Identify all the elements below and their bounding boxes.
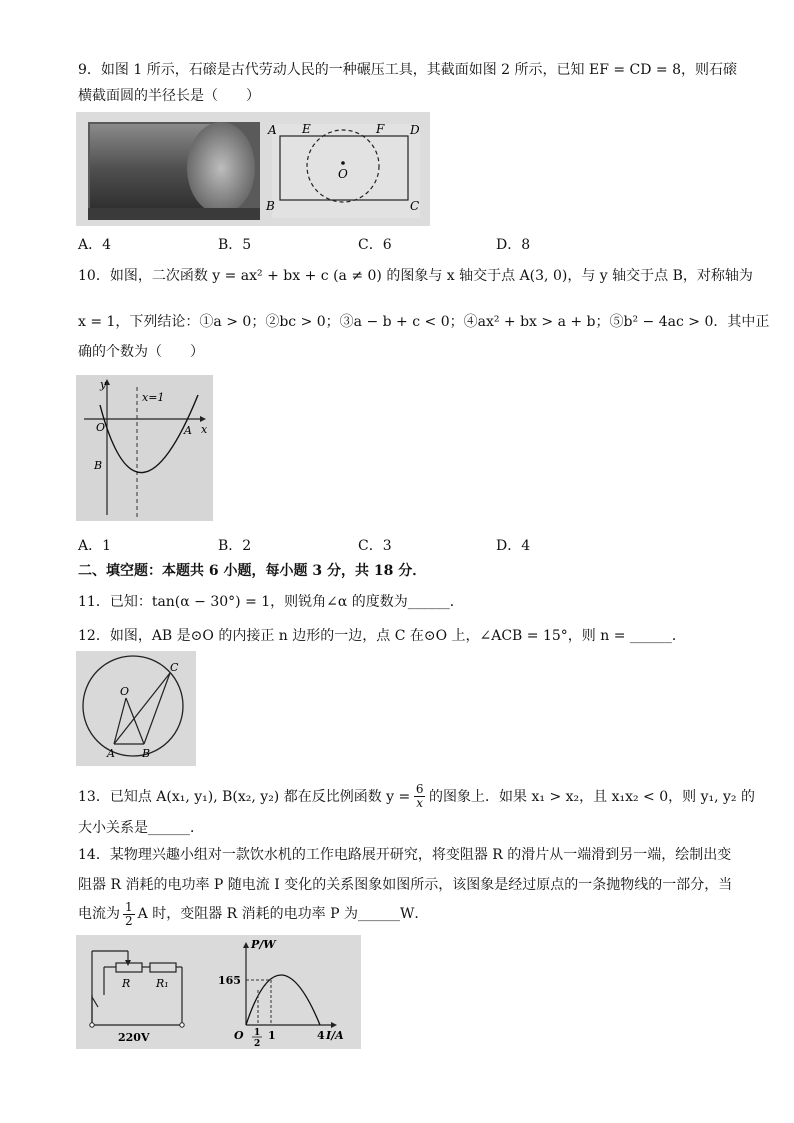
y-axis-label: y [100, 378, 107, 391]
symmetry-label: x=1 [142, 391, 165, 404]
label-f: F [376, 122, 385, 136]
q13-frac-num: 6 [415, 782, 424, 796]
label-o: O [338, 167, 348, 181]
q14-frac-num: 1 [125, 899, 133, 914]
q14-text-line1: 14．某物理兴趣小组对一款饮水机的工作电路展开研究，将变阻器 R 的滑片从一端滑到另一端，绘制出变 [78, 847, 732, 863]
q12-label-a: A [107, 747, 115, 760]
i-axis-label: I/A [326, 1029, 344, 1042]
x-axis-label: x [201, 423, 208, 436]
q14-frac-den: 2 [125, 913, 133, 928]
q9-option-c: C．6 [358, 237, 392, 253]
x-tick-4: 4 [317, 1029, 325, 1042]
q12-figure [76, 651, 196, 766]
q9-text-line2: 横截面圆的半径长是（ ） [78, 88, 260, 104]
q9-option-a: A．4 [78, 237, 112, 253]
q10-option-a: A．1 [78, 538, 112, 554]
x-tick-1: 1 [268, 1029, 276, 1042]
q10-text-line3: 确的个数为（ ） [78, 344, 204, 360]
q9-text-line1: 9．如图 1 所示，石磙是古代劳动人民的一种碾压工具，其截面如图 2 所示，已知 EF = CD = 8，则石磙 [78, 62, 738, 78]
q13-text-part2: 的图象上．如果 x₁ > x₂，且 x₁x₂ < 0，则 y₁, y₂ 的 [429, 788, 755, 805]
q14-text-part2: A 时，变阻器 R 消耗的电功率 P 为______W． [137, 906, 429, 922]
resistor-r1 [150, 963, 176, 972]
x-tick-half-den: 2 [254, 1039, 261, 1049]
q13-text-line1 [78, 783, 755, 810]
y-tick-165: 165 [218, 974, 241, 987]
q10-text-line1: 10．如图，二次函数 y = ax² + bx + c (a ≠ 0) 的图象与 x 轴交于点 A(3, 0)，与 y 轴交于点 B，对称轴为 [78, 268, 753, 284]
parabola-p-i [246, 975, 320, 1025]
q9-option-d: D．8 [496, 237, 531, 253]
q10-figure [76, 375, 213, 521]
label-d: D [410, 123, 420, 137]
q9-figure [76, 112, 430, 226]
q14-text-line3 [78, 896, 428, 932]
q10-option-c: C．3 [358, 538, 392, 554]
p-axis-label: P/W [251, 938, 276, 951]
q14-figure [76, 935, 361, 1049]
point-b-label: B [94, 459, 103, 472]
origin-label: O [96, 421, 106, 434]
label-c: C [410, 199, 420, 213]
label-e: E [302, 122, 311, 136]
q13-fraction [414, 783, 425, 810]
q9-option-b: B．5 [218, 237, 252, 253]
q11-text: 11．已知：tan(α − 30°) = 1，则锐角∠α 的度数为______． [78, 594, 464, 610]
r1-label: R₁ [156, 977, 169, 990]
resistor-r [116, 963, 142, 972]
q14-text-part1: 电流为 [78, 906, 120, 922]
switch [92, 997, 98, 1007]
q14-text-line2: 阻器 R 消耗的电功率 P 随电流 I 变化的关系图象如图所示，该图象是经过原点的一条抛物线的一部分，当 [78, 877, 733, 893]
q12-text: 12．如图，AB 是⊙O 的内接正 n 边形的一边，点 C 在⊙O 上，∠ACB = 15°，则 n = ______． [78, 628, 686, 644]
q12-label-c: C [170, 661, 179, 674]
q13-text-line2: 大小关系是______． [78, 820, 204, 836]
q12-label-b: B [142, 747, 151, 760]
q13-frac-den: x [416, 796, 424, 810]
section-heading: 二、填空题：本题共 6 小题，每小题 3 分，共 18 分． [78, 563, 427, 579]
roller-photo-end [187, 122, 255, 214]
x-tick-half-num: 1 [254, 1028, 261, 1038]
origin-label-q14: O [234, 1029, 244, 1042]
q14-fraction [123, 901, 135, 928]
circuit-diagram [90, 951, 184, 1044]
circle-o-q12 [83, 656, 183, 756]
label-a: A [268, 123, 277, 137]
q10-text-line2: x = 1，下列结论：①a > 0；②bc > 0；③a − b + c < 0；④ax² + bx > a + b；⑤b² − 4ac > 0．其中正 [78, 314, 770, 330]
power-graph [218, 938, 344, 1049]
voltage-label: 220V [118, 1031, 150, 1044]
q12-label-o: O [120, 685, 130, 698]
q10-option-d: D．4 [496, 538, 531, 554]
q10-option-b: B．2 [218, 538, 252, 554]
label-b: B [266, 199, 275, 213]
point-a-label: A [184, 424, 192, 437]
q13-text-part1: 13．已知点 A(x₁, y₁), B(x₂, y₂) 都在反比例函数 y = [78, 788, 411, 805]
r-label: R [122, 977, 131, 990]
